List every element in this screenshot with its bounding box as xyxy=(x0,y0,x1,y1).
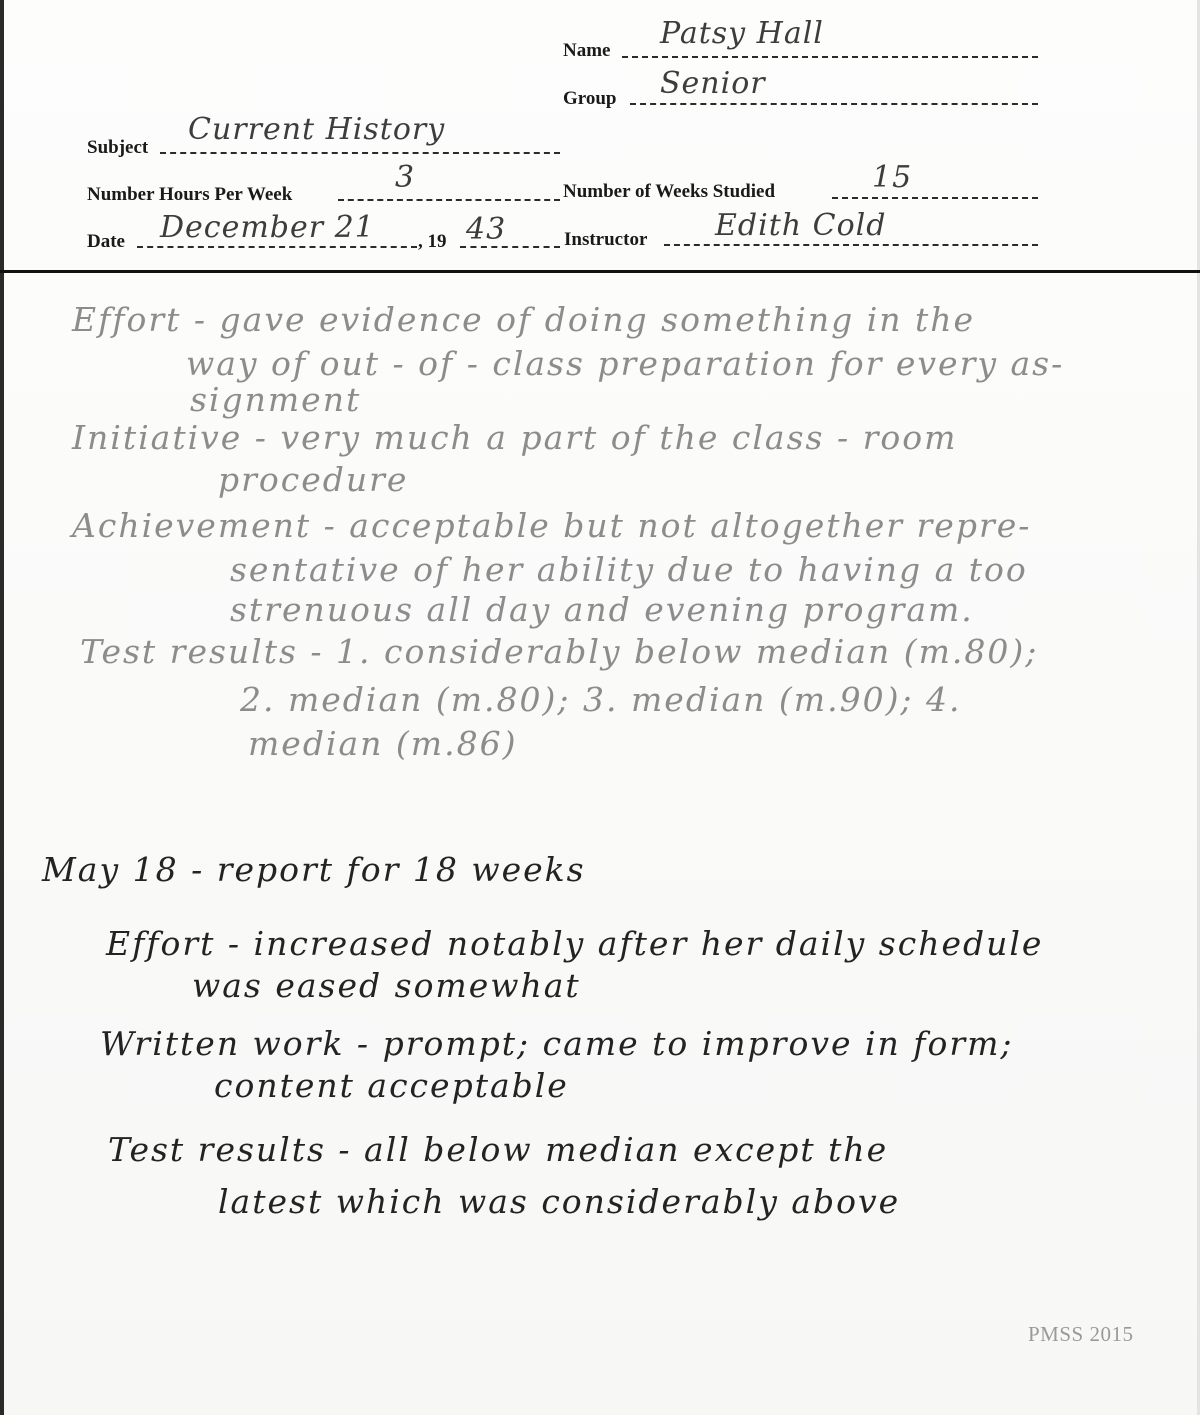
instructor-line xyxy=(664,244,1038,246)
note-line: Test results - 1. considerably below median (m.80); xyxy=(80,632,1039,671)
note-line: strenuous all day and evening program. xyxy=(230,590,974,629)
note-line: latest which was considerably above xyxy=(218,1182,901,1221)
instructor-value: Edith Cold xyxy=(715,208,887,243)
group-line xyxy=(630,103,1038,105)
date-value: December 21 xyxy=(160,210,375,245)
note-line: was eased somewhat xyxy=(192,966,581,1005)
subject-value: Current History xyxy=(188,112,446,147)
instructor-label: Instructor xyxy=(564,229,648,250)
date-label: Date xyxy=(87,231,125,252)
note-line: sentative of her ability due to having a too xyxy=(230,550,1028,589)
year-prefix: , 19 xyxy=(418,231,447,252)
name-label: Name xyxy=(563,40,611,61)
weeks-line xyxy=(832,197,1038,199)
hours-line xyxy=(338,199,560,201)
header-divider xyxy=(0,270,1200,273)
name-line xyxy=(622,56,1038,58)
group-value: Senior xyxy=(660,66,766,101)
note-line: procedure xyxy=(218,460,409,499)
date-line xyxy=(137,246,417,248)
note-line: Initiative - very much a part of the class - room xyxy=(72,418,958,457)
note-line: Effort - gave evidence of doing something in the xyxy=(72,300,976,339)
name-value: Patsy Hall xyxy=(660,16,824,51)
subject-line xyxy=(160,152,560,154)
archive-stamp: PMSS 2015 xyxy=(1028,1322,1134,1346)
note-line: Achievement - acceptable but not altogether repre- xyxy=(72,506,1032,545)
note-line: content acceptable xyxy=(214,1066,569,1105)
note-line: Test results - all below median except the xyxy=(108,1130,889,1169)
note-line: signment xyxy=(190,380,362,419)
scan-edge-left xyxy=(0,0,4,1415)
group-label: Group xyxy=(563,88,617,109)
note-line: Effort - increased notably after her daily schedule xyxy=(106,924,1044,963)
note-line: way of out - of - class preparation for every as- xyxy=(186,344,1065,383)
year-value: 43 xyxy=(466,212,507,247)
subject-label: Subject xyxy=(87,137,149,158)
note-line: Written work - prompt; came to improve in form; xyxy=(100,1024,1014,1063)
note-line: median (m.86) xyxy=(248,724,518,763)
note-line: 2. median (m.80); 3. median (m.90); 4. xyxy=(240,680,962,719)
hours-label: Number Hours Per Week xyxy=(87,184,293,205)
weeks-label: Number of Weeks Studied xyxy=(563,181,776,202)
report-heading: May 18 - report for 18 weeks xyxy=(42,850,586,889)
hours-value: 3 xyxy=(395,160,416,195)
weeks-value: 15 xyxy=(872,160,913,195)
